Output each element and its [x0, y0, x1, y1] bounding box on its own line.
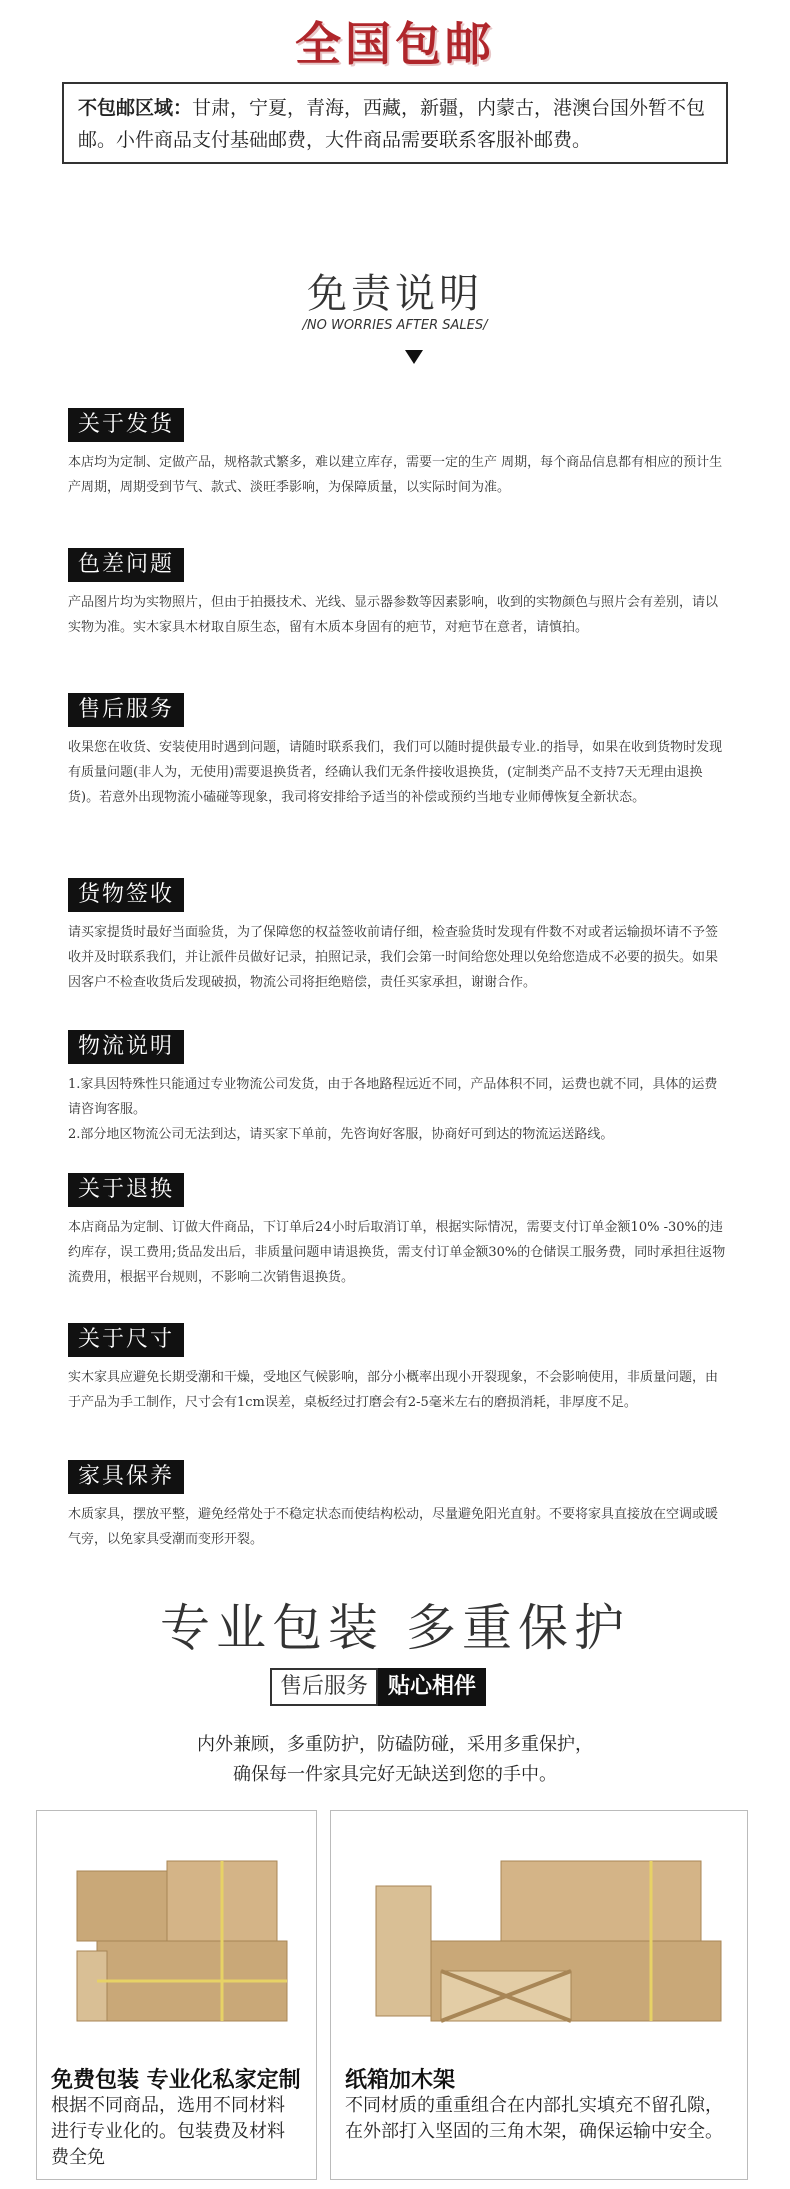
- section-text: 1.家具因特殊性只能通过专业物流公司发货，由于各地路程远近不同，产品体积不同，运费也就不同，具体的运费请咨询客服。: [68, 1077, 718, 1117]
- section-text: 收果您在收货、安装使用时遇到问题，请随时联系我们，我们可以随时提供最专业.的指导，如果在收到货物时发现有质量问题(非人为，无使用)需要退换货者，经确认我们无条件接收退换货，(定制类产品不支持7天无理由退换货)。若意外出现物流小磕碰等现象，我司将安排给予适当的补偿或预约当地专业师傅恢复全新状态。: [68, 740, 723, 805]
- free-shipping-headline: 全国包邮: [295, 17, 495, 71]
- cardboard-boxes-image: [37, 1831, 318, 2041]
- service-badge: [270, 1668, 486, 1706]
- section-color-difference: [68, 548, 728, 640]
- section-title: 关于退换: [68, 1173, 184, 1207]
- packaging-desc-line: 内外兼顾，多重防护，防磕防碰，采用多重保护，: [197, 1734, 593, 1755]
- disclaimer-subtitle: /NO WORRIES AFTER SALES/: [302, 318, 488, 333]
- notice-text: 甘肃，宁夏，青海，西藏，新疆，内蒙古，港澳台国外暂不包邮。小件商品支付基础邮费，大件商品需要联系客服补邮费。: [78, 97, 706, 151]
- badge-caring: 贴心相伴: [378, 1668, 486, 1706]
- packaging-description: [0, 1730, 790, 1790]
- card-heading: 纸箱加木架: [345, 2068, 456, 2093]
- packaging-desc-line: 确保每一件家具完好无缺送到您的手中。: [233, 1764, 557, 1785]
- card-free-packaging: [36, 1810, 317, 2180]
- card-carton-wood-frame: [330, 1810, 748, 2180]
- packaging-title: 专业包装 多重保护: [160, 1599, 630, 1657]
- section-size: [68, 1323, 728, 1415]
- section-title: 家具保养: [68, 1460, 184, 1494]
- section-text: 请买家提货时最好当面验货，为了保障您的权益签收前请仔细，检查验货时发现有件数不对或者运输损坏请不予签收并及时联系我们，并让派件员做好记录，拍照记录，我们会第一时间给您处理以免给您造成不必要的损失。如果因客户不检查收货后发现破损，物流公司将拒绝赔偿，责任买家承担，谢谢合作。: [68, 925, 719, 990]
- section-receipt: [68, 878, 728, 995]
- section-title: 售后服务: [68, 693, 184, 727]
- section-title: 物流说明: [68, 1030, 184, 1064]
- wood-crate-image: [331, 1831, 749, 2041]
- card-text: 根据不同商品，选用不同材料进行专业化的。包装费及材料费全免: [51, 2095, 285, 2168]
- section-title: 关于尺寸: [68, 1323, 184, 1357]
- card-heading: 免费包装 专业化私家定制: [51, 2068, 301, 2093]
- section-title: 货物签收: [68, 878, 184, 912]
- section-text: 本店商品为定制、订做大件商品，下订单后24小时后取消订单，根据实际情况，需要支付订单金额10% -30%的违约库存，误工费用;货品发出后，非质量问题申请退换货，需支付订单金额30%的仓储误工服务费，同时承担往返物流费用，根据平台规则，不影响二次销售退换货。: [68, 1220, 726, 1285]
- section-returns: [68, 1173, 728, 1290]
- shipping-notice: [62, 82, 728, 164]
- disclaimer-title: 免责说明: [307, 271, 483, 317]
- section-text: 2.部分地区物流公司无法到达，请买家下单前，先咨询好客服，协商好可到达的物流运送路线。: [68, 1127, 614, 1142]
- section-text: 木质家具，摆放平整，避免经常处于不稳定状态而使结构松动，尽量避免阳光直射。不要将家具直接放在空调或暖气旁，以免家具受潮而变形开裂。: [68, 1507, 719, 1547]
- section-logistics: [68, 1030, 728, 1147]
- section-after-sales: [68, 693, 728, 810]
- section-maintenance: [68, 1460, 728, 1552]
- section-text: 实木家具应避免长期受潮和干燥，受地区气候影响，部分小概率出现小开裂现象，不会影响使用，非质量问题，由于产品为手工制作，尺寸会有1cm误差，桌板经过打磨会有2-5毫米左右的磨损消耗，非厚度不足。: [68, 1370, 719, 1410]
- section-text: 产品图片均为实物照片，但由于拍摄技术、光线、显示器参数等因素影响，收到的实物颜色与照片会有差别，请以实物为准。实木家具木材取自原生态，留有木质本身固有的疤节，对疤节在意者，请慎拍。: [68, 595, 719, 635]
- section-title: 关于发货: [68, 408, 184, 442]
- section-title: 色差问题: [68, 548, 184, 582]
- badge-after-sales: 售后服务: [270, 1668, 378, 1706]
- section-text: 本店均为定制、定做产品，规格款式繁多，难以建立库存，需要一定的生产 周期，每个商品信息都有相应的预计生产周期，周期受到节气、款式、淡旺季影响，为保障质量，以实际时间为准。: [68, 455, 723, 495]
- card-text: 不同材质的重重组合在内部扎实填充不留孔隙，在外部打入坚固的三角木架，确保运输中安全。: [345, 2095, 723, 2142]
- notice-label: 不包邮区域：: [78, 97, 193, 119]
- section-shipping: [68, 408, 728, 500]
- down-triangle-icon: [405, 350, 423, 364]
